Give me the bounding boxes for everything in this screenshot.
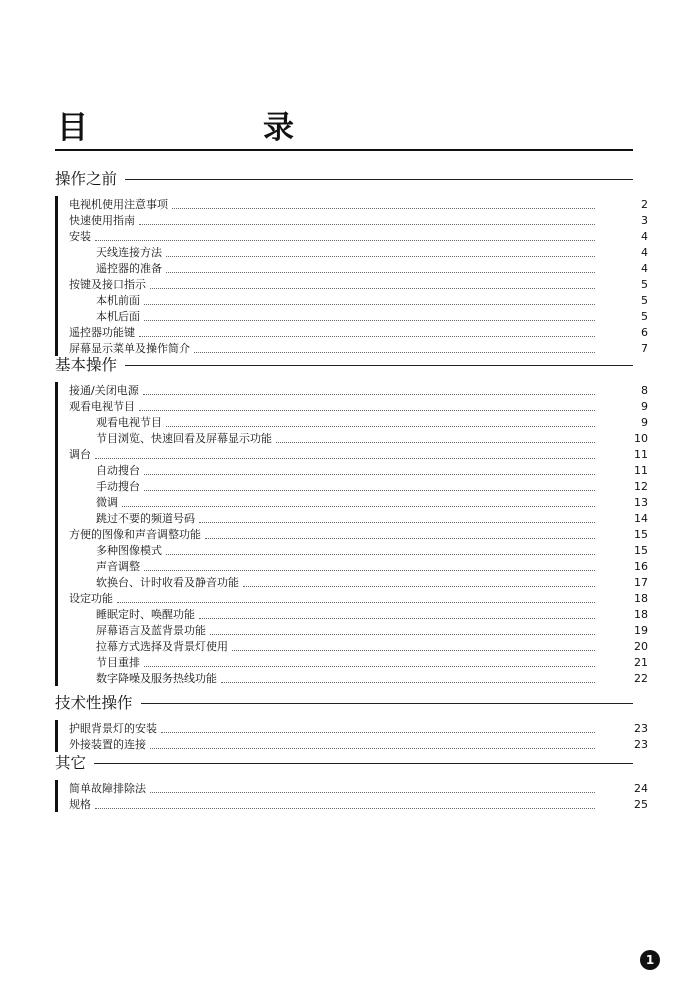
dot-leader (144, 474, 595, 475)
section-divider (141, 703, 633, 704)
toc-entry-label: 节目重排 (96, 656, 140, 669)
toc-entry[interactable] (69, 526, 648, 542)
toc-entry-label: 拉幕方式选择及背景灯使用 (96, 640, 228, 653)
toc-entry-label: 微调 (96, 496, 118, 509)
toc-entry-label: 遥控器功能键 (69, 326, 135, 339)
toc-entry-label: 按键及接口指示 (69, 278, 146, 291)
toc-entry[interactable] (69, 590, 648, 606)
toc-entry-page: 10 (634, 432, 648, 445)
dot-leader (210, 634, 595, 635)
toc-entry[interactable] (96, 292, 648, 308)
dot-leader (243, 586, 595, 587)
section-title: 操作之前 (55, 170, 118, 188)
toc-entry[interactable] (96, 244, 648, 260)
toc-entry-page: 23 (634, 722, 648, 735)
toc-entry-page: 18 (634, 592, 648, 605)
toc-entry-page: 19 (634, 624, 648, 637)
toc-entry[interactable] (69, 340, 648, 356)
section-bar (55, 196, 58, 356)
dot-leader (166, 426, 595, 427)
toc-entry-label: 接通/关闭电源 (69, 384, 139, 397)
toc-entry-label: 本机前面 (96, 294, 140, 307)
toc-entry-label: 规格 (69, 798, 91, 811)
toc-entry-page: 2 (641, 198, 648, 211)
dot-leader (95, 808, 595, 809)
toc-entry-page: 4 (641, 230, 648, 243)
toc-entry[interactable] (69, 736, 648, 752)
toc-entry[interactable] (96, 638, 648, 654)
toc-entry-page: 5 (641, 278, 648, 291)
section-entries (55, 196, 648, 356)
toc-entry[interactable] (96, 574, 648, 590)
toc-entry-label: 观看电视节目 (96, 416, 162, 429)
dot-leader (161, 732, 595, 733)
toc-entry-page: 4 (641, 262, 648, 275)
toc-entry[interactable] (69, 196, 648, 212)
toc-entry[interactable] (96, 308, 648, 324)
toc-entry[interactable] (96, 670, 648, 686)
dot-leader (166, 554, 595, 555)
dot-leader (199, 618, 595, 619)
toc-entry-label: 电视机使用注意事项 (69, 198, 168, 211)
toc-entry-label: 自动搜台 (96, 464, 140, 477)
toc-entry[interactable] (69, 780, 648, 796)
section-bar (55, 382, 58, 686)
section-title: 技术性操作 (55, 694, 133, 712)
dot-leader (232, 650, 595, 651)
toc-entry[interactable] (69, 382, 648, 398)
toc-entry[interactable] (69, 276, 648, 292)
toc-entry[interactable] (69, 398, 648, 414)
toc-entry-page: 7 (641, 342, 648, 355)
toc-entry-label: 天线连接方法 (96, 246, 162, 259)
toc-entry[interactable] (96, 414, 648, 430)
dot-leader (194, 352, 595, 353)
toc-entry-page: 17 (634, 576, 648, 589)
toc-entry-label: 安装 (69, 230, 91, 243)
section-technical-operation (55, 693, 648, 752)
toc-entry-label: 观看电视节目 (69, 400, 135, 413)
dot-leader (166, 256, 595, 257)
toc-entry[interactable] (96, 510, 648, 526)
toc-entry-page: 11 (634, 464, 648, 477)
toc-entry-label: 快速使用指南 (69, 214, 135, 227)
dot-leader (166, 272, 595, 273)
toc-entry-page: 9 (641, 400, 648, 413)
section-title: 基本操作 (55, 356, 118, 374)
toc-entry-page: 8 (641, 384, 648, 397)
page-title: 目 录 (57, 110, 366, 146)
toc-entry-label: 软换台、计时收看及静音功能 (96, 576, 239, 589)
toc-entry[interactable] (69, 212, 648, 228)
section-others (55, 753, 648, 812)
toc-entry-page: 5 (641, 310, 648, 323)
toc-entry-label: 本机后面 (96, 310, 140, 323)
toc-entry[interactable] (69, 324, 648, 340)
toc-entry-page: 5 (641, 294, 648, 307)
toc-entry[interactable] (96, 558, 648, 574)
dot-leader (139, 224, 595, 225)
section-title: 其它 (55, 754, 87, 772)
toc-entry-label: 多种图像模式 (96, 544, 162, 557)
section-basic-operation (55, 355, 648, 686)
toc-entry-page: 15 (634, 528, 648, 541)
dot-leader (143, 394, 595, 395)
toc-entry-label: 睡眠定时、唤醒功能 (96, 608, 195, 621)
toc-entry[interactable] (69, 228, 648, 244)
dot-leader (139, 410, 595, 411)
toc-entry-page: 9 (641, 416, 648, 429)
section-before-operation (55, 169, 648, 356)
dot-leader (172, 208, 595, 209)
dot-leader (144, 304, 595, 305)
toc-entry[interactable] (69, 796, 648, 812)
toc-entry-label: 手动搜台 (96, 480, 140, 493)
toc-entry-label: 声音调整 (96, 560, 140, 573)
toc-entry-label: 护眼背景灯的安装 (69, 722, 157, 735)
dot-leader (144, 666, 595, 667)
toc-entry[interactable] (96, 260, 648, 276)
toc-entry[interactable] (96, 430, 648, 446)
dot-leader (144, 570, 595, 571)
toc-entry-label: 设定功能 (69, 592, 113, 605)
dot-leader (205, 538, 595, 539)
toc-entry[interactable] (96, 542, 648, 558)
toc-entry-page: 11 (634, 448, 648, 461)
toc-entry[interactable] (96, 462, 648, 478)
toc-entry-label: 外接装置的连接 (69, 738, 146, 751)
toc-entry[interactable] (69, 720, 648, 736)
dot-leader (117, 602, 595, 603)
title-rule (55, 149, 633, 151)
toc-entry-label: 调台 (69, 448, 91, 461)
toc-entry-page: 25 (634, 798, 648, 811)
dot-leader (139, 336, 595, 337)
toc-entry-page: 14 (634, 512, 648, 525)
toc-entry-label: 屏幕显示菜单及操作简介 (69, 342, 190, 355)
toc-entry-label: 简单故障排除法 (69, 782, 146, 795)
toc-entry-page: 23 (634, 738, 648, 751)
toc-entry-page: 13 (634, 496, 648, 509)
toc-entry-label: 遥控器的准备 (96, 262, 162, 275)
toc-entry-page: 3 (641, 214, 648, 227)
toc-entry-page: 18 (634, 608, 648, 621)
dot-leader (276, 442, 595, 443)
toc-entry-page: 12 (634, 480, 648, 493)
toc-entry[interactable] (96, 654, 648, 670)
page-number-badge: 1 (640, 950, 660, 970)
toc-entry[interactable] (69, 446, 648, 462)
toc-entry-label: 节目浏览、快速回看及屏幕显示功能 (96, 432, 272, 445)
dot-leader (221, 682, 595, 683)
toc-entry-page: 21 (634, 656, 648, 669)
section-divider (125, 179, 633, 180)
section-entries (55, 720, 648, 752)
dot-leader (150, 288, 595, 289)
toc-entry[interactable] (96, 606, 648, 622)
toc-entry-page: 16 (634, 560, 648, 573)
toc-entry-page: 20 (634, 640, 648, 653)
dot-leader (144, 490, 595, 491)
toc-entry-page: 22 (634, 672, 648, 685)
dot-leader (95, 458, 595, 459)
toc-entry[interactable] (96, 478, 648, 494)
toc-entry-label: 数字降噪及服务热线功能 (96, 672, 217, 685)
section-divider (94, 763, 633, 764)
section-entries (55, 780, 648, 812)
toc-entry-page: 4 (641, 246, 648, 259)
section-bar (55, 720, 58, 752)
section-entries (55, 382, 648, 686)
dot-leader (150, 748, 595, 749)
dot-leader (144, 320, 595, 321)
toc-entry-label: 屏幕语言及蓝背景功能 (96, 624, 206, 637)
toc-entry-page: 6 (641, 326, 648, 339)
section-divider (125, 365, 633, 366)
toc-entry-label: 跳过不要的频道号码 (96, 512, 195, 525)
toc-entry-label: 方便的图像和声音调整功能 (69, 528, 201, 541)
dot-leader (199, 522, 595, 523)
dot-leader (150, 792, 595, 793)
toc-entry-page: 15 (634, 544, 648, 557)
toc-entry-page: 24 (634, 782, 648, 795)
section-bar (55, 780, 58, 812)
toc-entry[interactable] (96, 622, 648, 638)
dot-leader (122, 506, 595, 507)
toc-entry[interactable] (96, 494, 648, 510)
dot-leader (95, 240, 595, 241)
